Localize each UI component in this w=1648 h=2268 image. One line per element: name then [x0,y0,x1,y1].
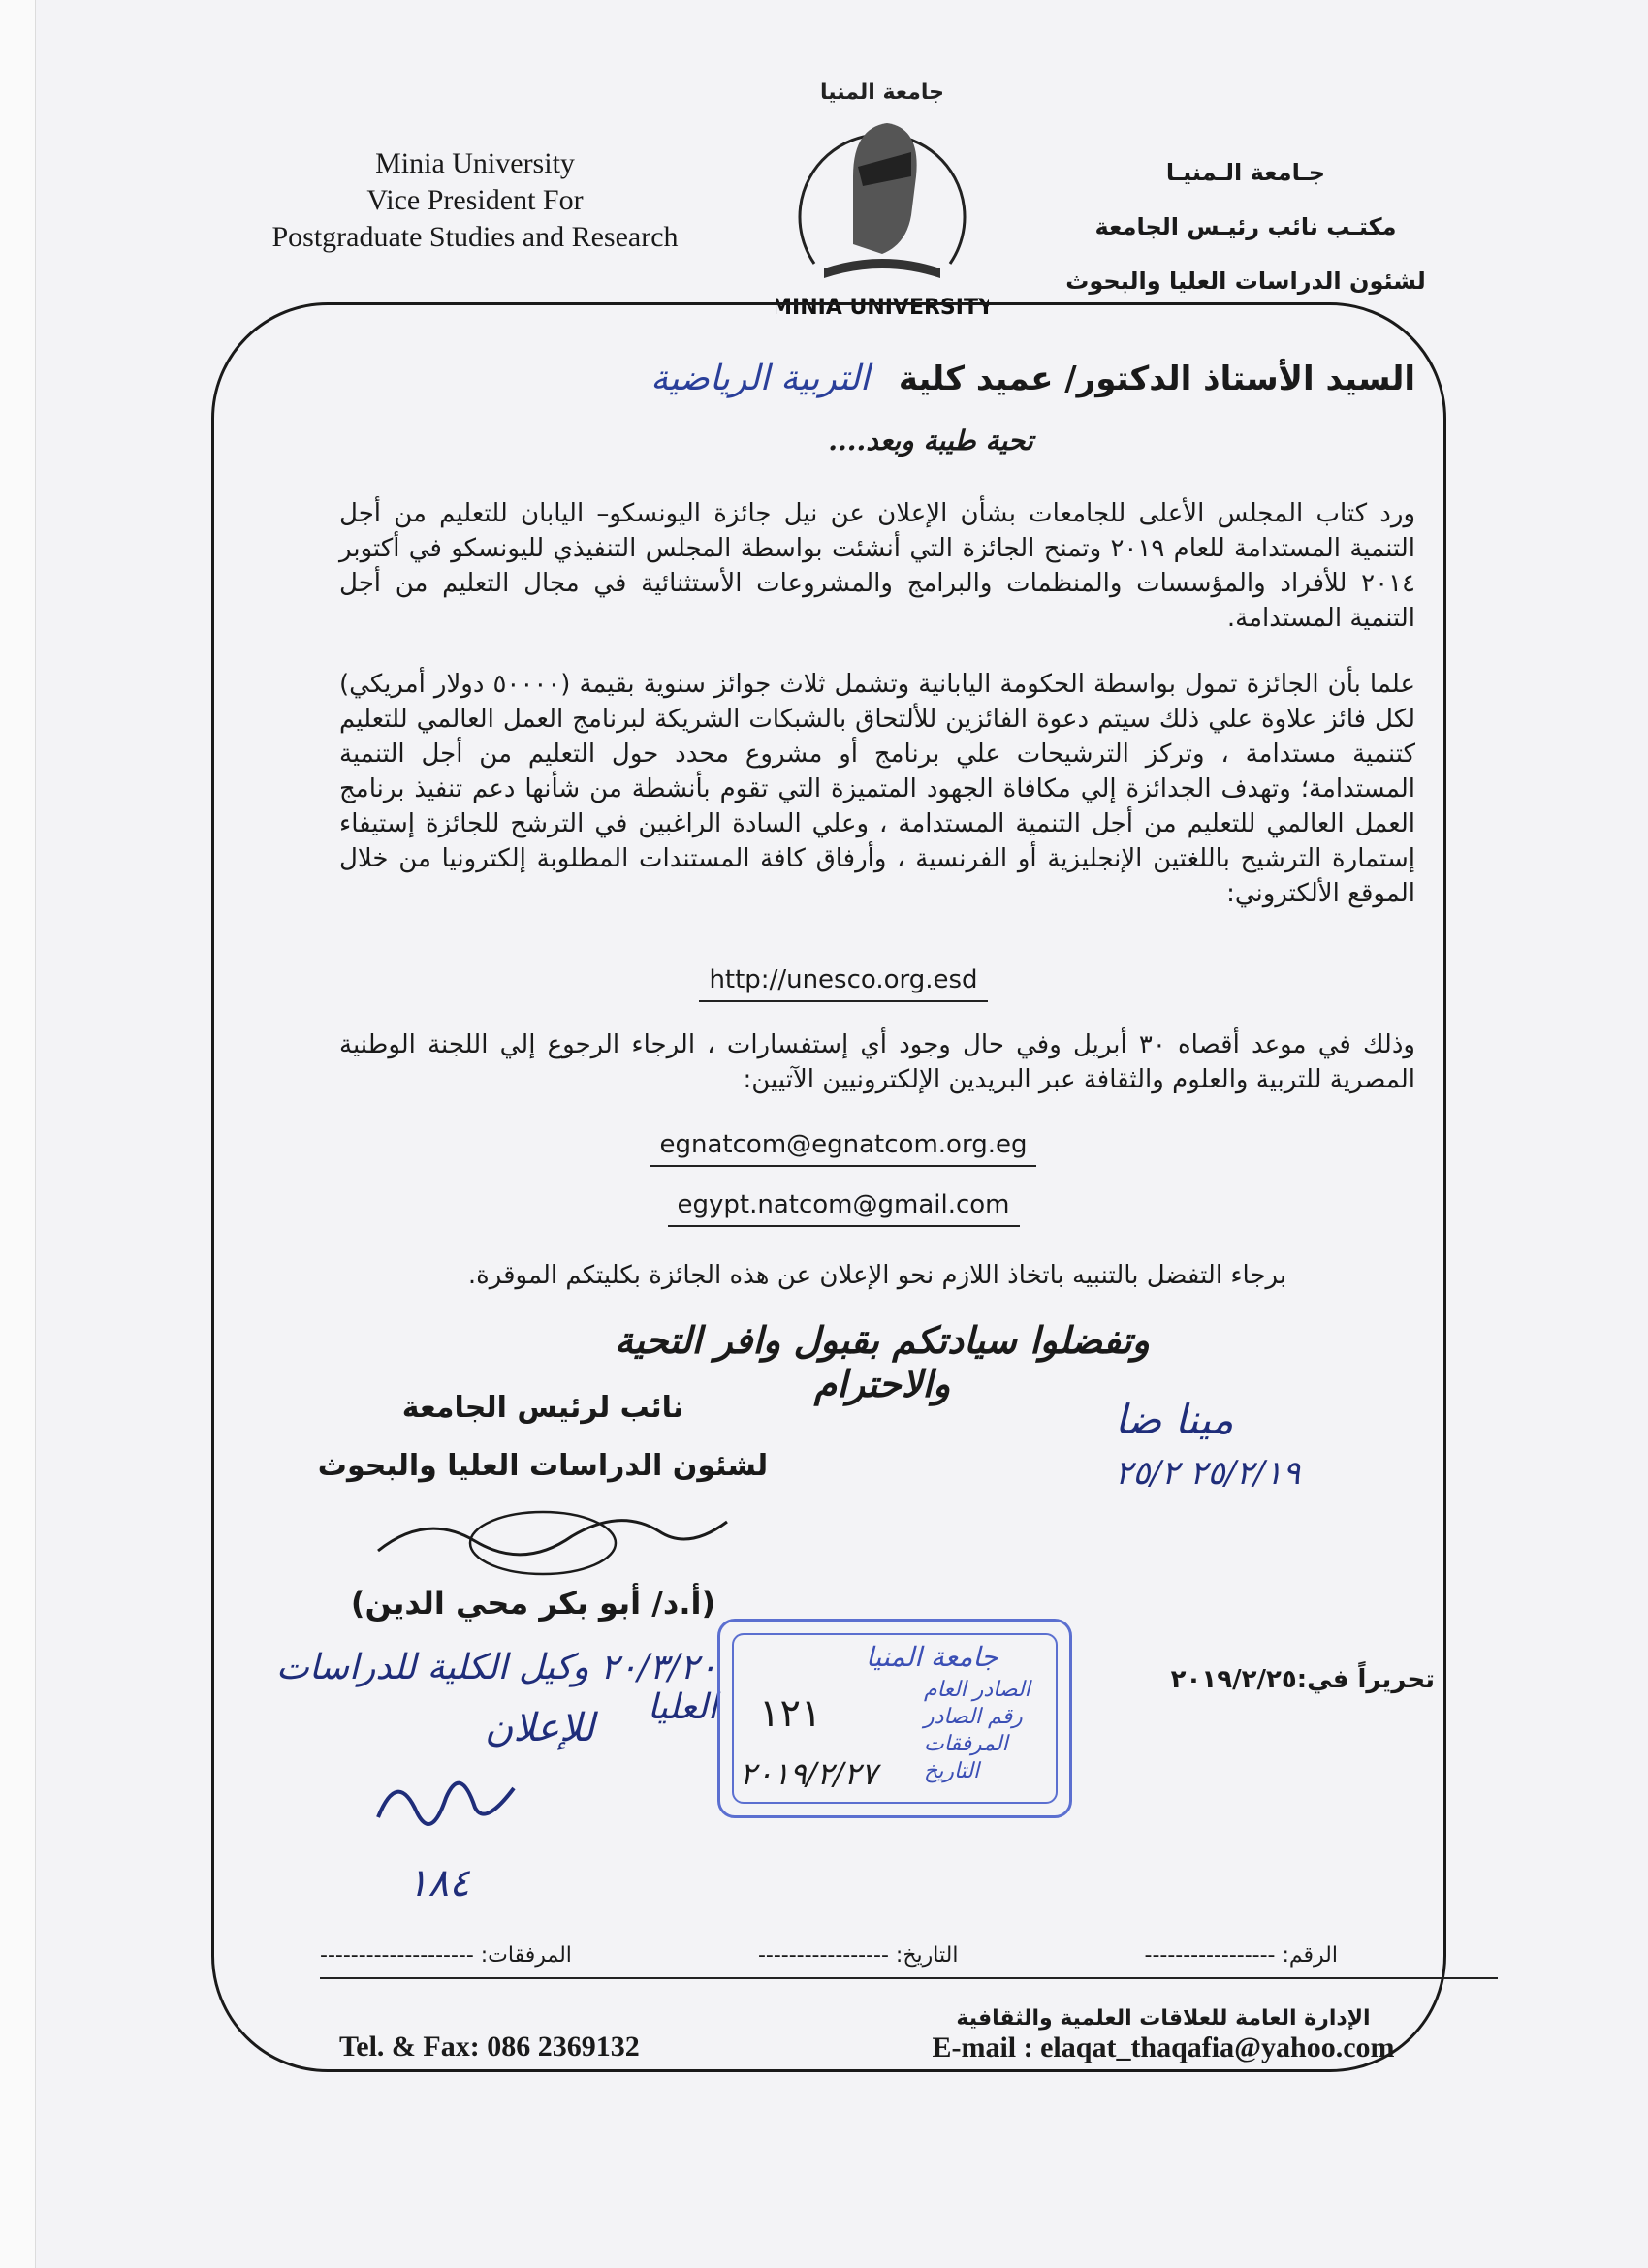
footer-department: الإدارة العامة للعلاقات العلمية والثقافية [956,2006,1371,2031]
english-header-line-3: Postgraduate Studies and Research [271,221,679,253]
recipient-handwritten: التربية الرياضية [650,359,871,398]
arabic-header-line-3: لشئون الدراسات العليا والبحوث [1065,268,1426,295]
paragraph-1: ورد كتاب المجلس الأعلى للجامعات بشأن الإعلان عن نيل جائزة اليونسكو– اليابان للتعليم من أجل التنمية المستدامة للعام ٢٠١٩ وتمنح الجائزة التي أنشئت بواسطة المجلس التنفيذي لليونسكو في أكتوبر ٢٠١٤ للأفراد والمؤسسات والمنظمات والبرامج والمشروعات الأستثنائية في مجال التعليم من أجل التنمية المستدامة. [339,499,1415,633]
arabic-header-line-2: مكتـب نائب رئيـس الجامعة [1094,213,1397,240]
logo-english-text: MINIA UNIVERSITY [776,296,989,320]
handwritten-note-right-1: مينا ضا [1115,1396,1234,1443]
recipient-line [388,359,1415,398]
stamp-line-2: الصادر العام [924,1678,1030,1702]
handwritten-note-left-2: للإعلان [485,1706,595,1750]
handwritten-note-right-2: ٢٥/٢/١٩ ٢٥/٢ [1115,1454,1301,1493]
handwritten-note-left-1: ٢٠/٣/٢٠ وكيل الكلية للدراسات العليا [275,1648,717,1727]
greeting: تحية طيبة وبعد.... [828,425,1033,457]
footer-divider [320,1977,1498,1979]
stamp-line-4: المرفقات [924,1732,1008,1756]
english-header [194,145,756,256]
stamp-date: ٢٠١٩/٢/٢٧ [740,1755,877,1792]
reference-attachments: المرفقات: -------------------- [320,1943,572,1968]
logo-arabic-text: جامعة المنيا [820,80,944,105]
arabic-header-line-1: جـامعة الـمنيـا [1165,159,1326,186]
english-header-line-1: Minia University [375,147,575,179]
url-line [504,965,1183,994]
unesco-url: http://unesco.org.esd [699,965,987,1002]
stamp-line-3: رقم الصادر [924,1705,1023,1729]
handwritten-note-left-3: ١٨٤ [407,1861,470,1906]
email-1-line [504,1130,1183,1159]
paragraph-3: وذلك في موعد أقصاه ٣٠ أبريل وفي حال وجود أي إستفسارات ، الرجاء الرجوع إلي اللجنة الوطنية المصرية للتربية والعلوم والثقافة عبر البريدين الإلكترونيين الآتيين: [339,1030,1415,1094]
stamp-line-5: التاريخ [924,1759,980,1783]
reference-number: الرقم: ----------------- [1144,1943,1338,1968]
footer-phone: Tel. & Fax: 086 2369132 [339,2031,640,2063]
university-logo [776,60,989,322]
issue-date: تحريراً في:٢٠١٩/٢/٢٥ [1170,1665,1435,1694]
email-2-line [504,1190,1183,1219]
stamp-line-1: جامعة المنيا [866,1641,998,1673]
stamp-number: ١٢١ [759,1691,822,1736]
arabic-header [1028,145,1464,308]
reference-row [320,1943,1338,1968]
reference-date: التاريخ: ----------------- [757,1943,959,1968]
email-1: egnatcom@egnatcom.org.eg [650,1130,1037,1167]
paragraph-2: علما بأن الجائزة تمول بواسطة الحكومة اليابانية وتشمل ثلاث جوائز سنوية بقيمة (٥٠٠٠٠ دولار أمريكي) لكل فائز علاوة علي ذلك سيتم دعوة الفائزين للألتحاق بالشبكات الشريكة لبرنامج العمل العالمي للتعليم كتنمية مستدامة ، وتركز الترشيحات علي برنامج أو مشروع محدد حول التعليم من أجل التنمية المستدامة؛ وتهدف الجدائزة إلي مكافاة الجهود المتميزة التي تقوم بأنشطة من شأنها دعم تنفيذ برنامج العمل العالمي للتعليم من أجل التنمية المستدامة ، وعلي السادة الراغبين في الترشح للجائزة إستيفاء إستمارة الترشيح باللغتين الإنجليزية أو الفرنسية ، وأرفاق كافة المستندات المطلوبة إلكترونيا من خلال الموقع الألكتروني: [339,670,1415,908]
closing: وتفضلوا سيادتكم بقبول وافر التحية والاحترام [615,1318,1150,1405]
handwritten-initials [368,1759,523,1850]
footer-contact [892,2004,1435,2063]
english-header-line-2: Vice President For [366,184,584,216]
registry-stamp [717,1619,1072,1818]
signature-title-2: لشئون الدراسات العليا والبحوث [317,1449,769,1483]
footer-email: E-mail : elaqat_thaqafia@yahoo.com [932,2032,1395,2063]
paragraph-4: برجاء التفضل بالتنبيه باتخاذ اللازم نحو الإعلان عن هذه الجائزة بكليتكم الموقرة. [467,1261,1287,1290]
email-2: egypt.natcom@gmail.com [668,1190,1020,1227]
signatory-name: (أ.د/ أبو بكر محي الدين) [350,1585,716,1622]
page-edge [0,0,36,2268]
signature-title-1: نائب لرئيس الجامعة [401,1391,684,1425]
recipient-title: السيد الأستاذ الدكتور/ عميد كلية [898,360,1415,398]
signature-scribble [368,1502,737,1580]
